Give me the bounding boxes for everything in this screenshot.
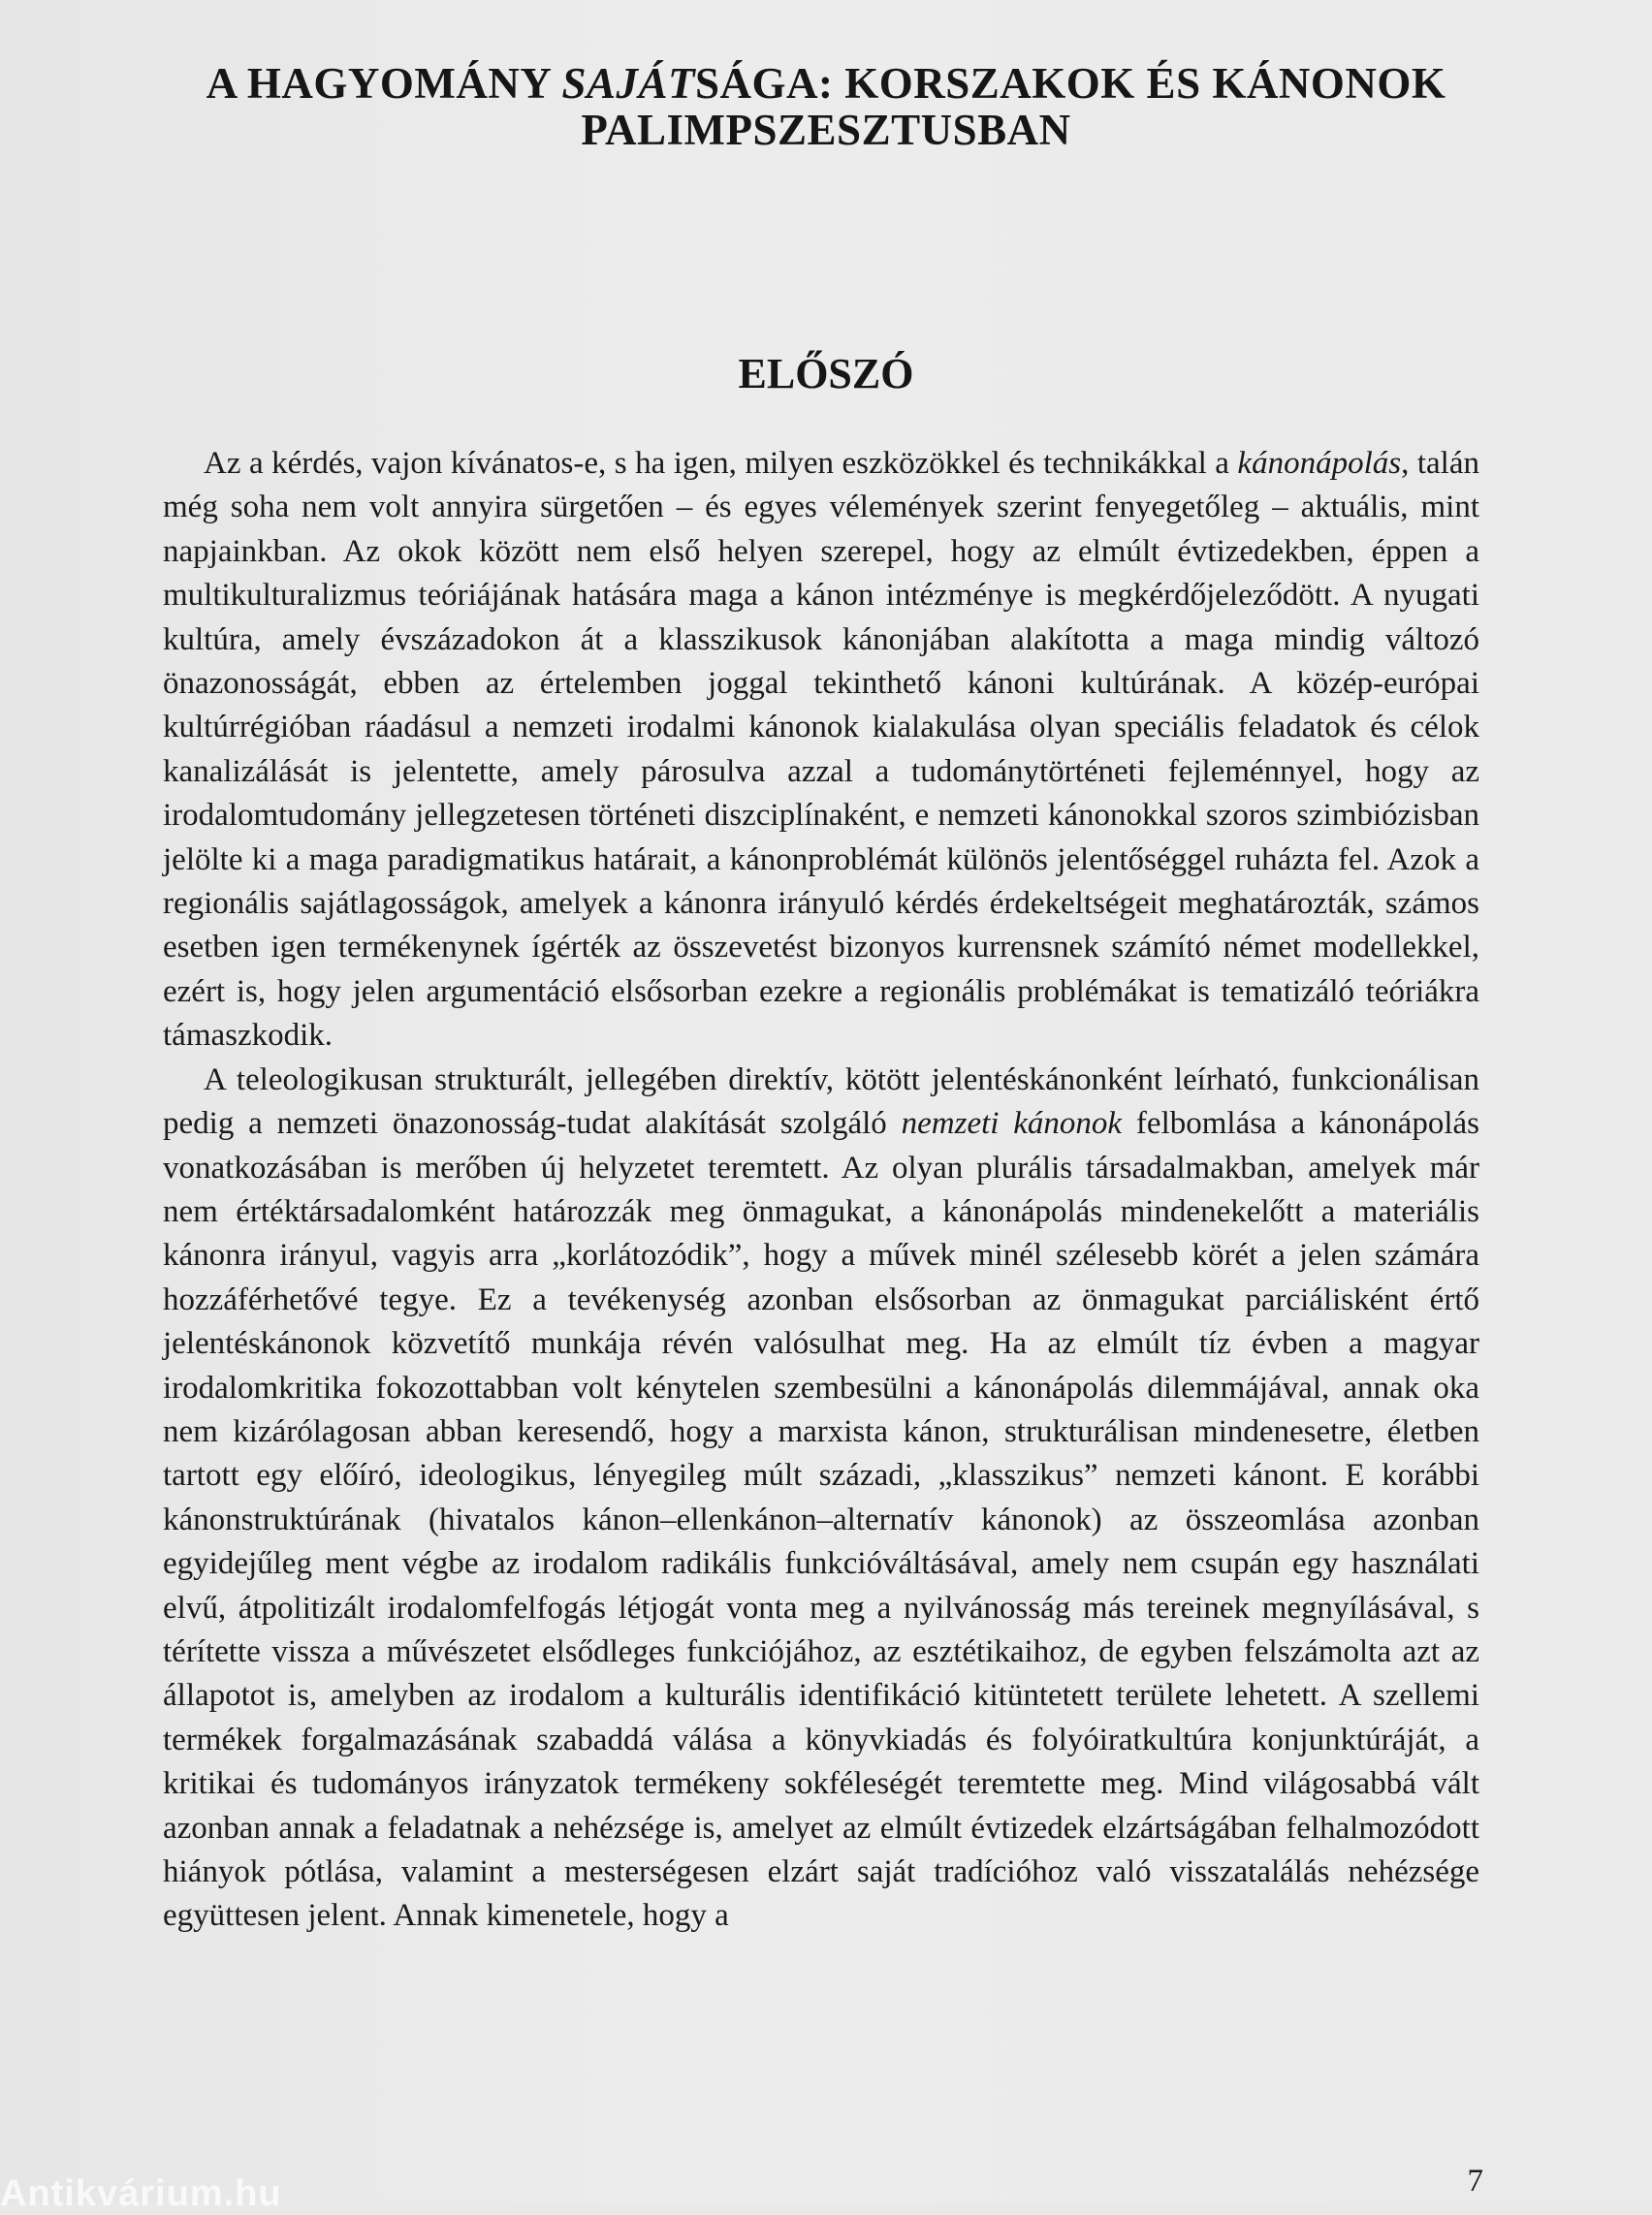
page-number: 7 bbox=[1467, 2164, 1483, 2199]
body-text bbox=[163, 442, 1479, 1939]
paragraph-1: Az a kérdés, vajon kívánatos-e, s ha igen, milyen eszközökkel és technikákkal a kánonápolás, talán még soha nem volt annyira sürgetően – és egyes vélemények szerint fenyegetőleg – aktuális, mint napjainkban. Az okok között nem első helyen szerepel, hogy az elmúlt évtizedekben, éppen a multikulturalizmus teóriájának hatására maga a kánon intézménye is megkérdőjeleződött. A nyugati kultúra, amely évszázadokon át a klasszikusok kánonjában alakította a maga mindig változó önazonosságát, ebben az értelemben joggal tekinthető kánoni kultúrának. A közép-európai kultúrrégióban ráadásul a nemzeti irodalmi kánonok kialakulása olyan speciális feladatok és célok kanalizálását is jelentette, amely párosulva azzal a tudománytörténeti fejleménnyel, hogy az irodalomtudomány jellegzetesen történeti diszciplínaként, e nemzeti kánonokkal szoros szimbiózisban jelölte ki a maga paradigmatikus határait, a kánonproblémát különös jelentőséggel ruházta fel. Azok a regionális sajátlagosságok, amelyek a kánonra irányuló kérdés érdekeltségeit meghatározták, számos esetben igen termékenynek ígérték az összevetést bizonyos kurrensnek számító német modellekkel, ezért is, hogy jelen argumentáció elsősorban ezekre a regionális problémákat is tematizáló teóriákra támaszkodik. bbox=[163, 446, 1479, 1054]
watermark: Antikvárium.hu bbox=[0, 2173, 282, 2214]
chapter-title-line-2: PALIMPSZESZTUSBAN bbox=[581, 106, 1071, 154]
italic-term: nemzeti kánonok bbox=[901, 1106, 1123, 1142]
chapter-title bbox=[136, 60, 1516, 153]
italic-term: kánonápolás bbox=[1237, 446, 1402, 481]
section-heading: ELŐSZÓ bbox=[738, 350, 914, 397]
paragraph-2: A teleologikusan strukturált, jellegében direktív, kötött jelentéskánonként leírható, funkcionálisan pedig a nemzeti önazonosság-tudat alakítását szolgáló nemzeti kánonok felbomlása a kánonápolás vonatkozásában is merőben új helyzetet teremtett. Az olyan plurális társadalmakban, amelyek már nem értéktársadalomként határozzák meg önmagukat, a kánonápolás mindenekelőtt a materiális kánonra irányul, vagyis arra „korlátozódik”, hogy a művek minél szélesebb körét a jelen számára hozzáférhetővé tegye. Ez a tevékenység azonban elsősorban az önmagukat parciálisként értő jelentéskánonok közvetítő munkája révén valósulhat meg. Ha az elmúlt tíz évben a magyar irodalomkritika fokozottabban volt kénytelen szembesülni a kánonápolás dilemmájával, annak oka nem kizárólagosan abban keresendő, hogy a marxista kánon, strukturálisan mindenesetre, életben tartott egy előíró, ideologikus, lényegileg múlt századi, „klasszikus” nemzeti kánont. E korábbi kánonstruktúrának (hivatalos kánon–ellenkánon–alternatív kánonok) az összeomlása azonban egyidejűleg ment végbe az irodalom radikális funkcióváltásával, amely nem csupán egy használati elvű, átpolitizált irodalomfelfogás létjogát vonta meg a nyilvánosság más tereinek megnyílásával, s térítette vissza a művészetet elsődleges funkciójához, az esztétikaihoz, de egyben felszámolta azt az állapotot is, amelyben az irodalom a kulturális identifikáció kitüntetett területe lehetett. A szellemi termékek forgalmazásának szabaddá válása a könyvkiadás és folyóiratkultúra konjunktúráját, a kritikai és tudományos irányzatok termékeny sokféleségét teremtette meg. Mind világosabbá vált azonban annak a feladatnak a nehézsége is, amelyet az elmúlt évtizedek elzártságában felhalmozódott hiányok pótlása, valamint a mesterségesen elzárt saját tradícióhoz való visszatalálás nehézsége együttesen jelent. Annak kimenetele, hogy a bbox=[163, 1061, 1479, 1934]
chapter-title-italic-part: SAJÁT bbox=[561, 59, 695, 108]
chapter-title-line-1: A HAGYOMÁNY SAJÁTSÁGA: KORSZAKOK ÉS KÁNONOK bbox=[206, 59, 1446, 108]
